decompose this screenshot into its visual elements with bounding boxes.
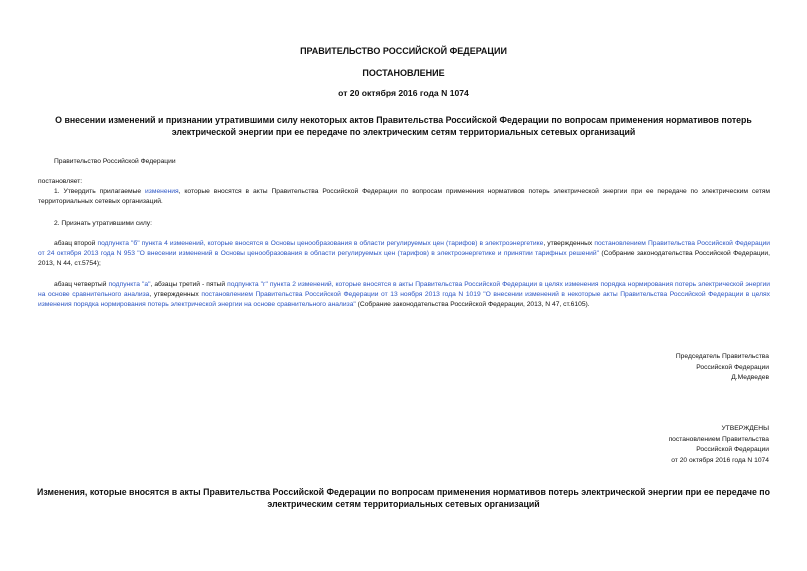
resolution-1019-link[interactable]: постановлением Правительства Российской Федерации от 13 ноября 2013 года N 1019 "О внесении изменений в некоторые акты Правительства Российской Федерации в целях изменения порядка нормирования потерь электрической энергии на основе сравнительного анализа" [38,291,770,309]
repeal-2-text-b: , абзацы третий - пятый [150,281,228,288]
item-2-paragraph: 2. Признать утратившими силу: [54,220,152,227]
item-1-text-a: 1. Утвердить прилагаемые [54,188,146,195]
approval-block [569,424,769,466]
repeal-1-text-c: (Собрание законодательства Российской Федерации, 2013, N 44, ст.5754); [38,250,770,268]
subclause-g-link[interactable]: подпункта "г" пункта 2 изменений, которые вносятся в акты Правительства Российской Федерации в целях изменения порядка нормирования потерь электрической энергии на основе сравнительного анализа [38,281,770,299]
signature-block [569,352,769,384]
approval-line-1: УТВЕРЖДЕНЫ [721,425,769,432]
item-1-paragraph [38,187,770,207]
subclause-b-link[interactable]: подпункта "б" пункта 4 изменений, которые вносятся в Основы ценообразования в области регулируемых цен (тарифов) в электроэнергетике [97,240,544,247]
approval-line-2: постановлением Правительства [668,435,769,443]
doc-type-heading: ПОСТАНОВЛЕНИЕ [362,68,445,78]
changes-link[interactable]: изменения [145,188,179,195]
intro-text: Правительство Российской Федерации [54,158,176,165]
subclause-a-link[interactable]: подпункта "а" [108,281,151,288]
changes-title: Изменения, которые вносятся в акты Правительства Российской Федерации по вопросам применения нормативов потерь электрической энергии при ее передаче по электрическим сетям территориальных сетевых организаций [37,487,770,509]
item-1-text-b: , которые вносятся в акты Правительства Российской Федерации по вопросам применения нормативов потерь электрической энергии при ее передаче по электрическим сетям территориальных сетевых организаций. [38,188,770,206]
repeal-paragraph-1 [38,239,770,270]
government-heading: ПРАВИТЕЛЬСТВО РОССИЙСКОЙ ФЕДЕРАЦИИ [300,46,507,56]
repeal-2-text-c: , утвержденных [149,291,202,299]
signature-line-3: Д.Медведев [731,374,769,381]
approval-line-4: от 20 октября 2016 года N 1074 [671,456,769,464]
repeal-2-text-a: абзац четвертый [54,281,109,288]
repeal-2-text-d: (Собрание законодательства Российской Федерации, 2013, N 47, ст.6105). [355,301,590,309]
approval-line-3: Российской Федерации [696,446,769,453]
document-title: О внесении изменений и признании утратившими силу некоторых актов Правительства Российской Федерации по вопросам применения нормативов потерь электрической энергии при ее передаче по электрическим сетям территориальных сетевых организаций [55,115,752,137]
date-number-heading: от 20 октября 2016 года N 1074 [338,88,469,98]
repeal-1-text-b: , утвержденных [543,240,595,247]
signature-line-1: Председатель Правительства [675,353,769,360]
repeal-1-text-a: абзац второй [54,240,98,247]
resolution-953-link[interactable]: постановлением Правительства Российской Федерации от 24 октября 2013 года N 953 "О внесении изменений в Основы ценообразования в области регулируемых цен (тарифов) в электроэнергетике и принятии тарифных решений" [38,240,770,258]
decides-text: постановляет: [38,178,83,185]
repeal-paragraph-2 [38,280,770,311]
signature-line-2: Российской Федерации [696,363,769,371]
